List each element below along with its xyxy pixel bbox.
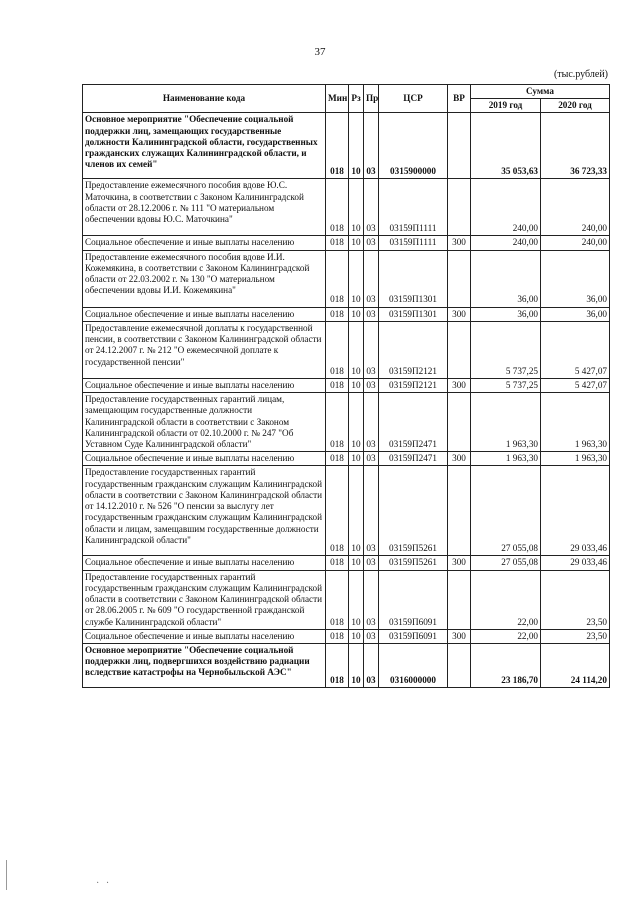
row-sum-2019: 36,00	[471, 307, 541, 321]
table-row	[83, 556, 610, 570]
row-sum-2020: 1 963,30	[541, 393, 610, 452]
row-name: Социальное обеспечение и иные выплаты населению	[83, 378, 326, 392]
row-name: Предоставление ежемесячного пособия вдове И.И. Кожемякина, в соответствии с Законом Калининградской области от 22.03.2002 г. № 130 "О материальном обеспечении вдовы И.И. Кожемякина"	[83, 250, 326, 307]
table-row	[83, 378, 610, 392]
row-pr: 03	[364, 236, 379, 250]
row-name: Социальное обеспечение и иные выплаты населению	[83, 452, 326, 466]
row-rz: 10	[349, 250, 364, 307]
row-pr: 03	[364, 321, 379, 378]
row-vr: 300	[448, 629, 471, 643]
row-csr: 03159П5261	[379, 556, 448, 570]
row-min: 018	[326, 466, 349, 556]
row-csr: 03159П1111	[379, 236, 448, 250]
row-sum-2020: 24 114,20	[541, 643, 610, 687]
row-min: 018	[326, 321, 349, 378]
header-pr: Пр	[364, 85, 379, 113]
row-name: Социальное обеспечение и иные выплаты населению	[83, 629, 326, 643]
row-csr: 03159П1301	[379, 250, 448, 307]
row-name: Основное мероприятие "Обеспечение социальной поддержки лиц, подвергшихся воздействию радиации вследствие катастрофы на Чернобыльской АЭС"	[83, 643, 326, 687]
table-row	[83, 236, 610, 250]
row-pr: 03	[364, 629, 379, 643]
row-rz: 10	[349, 113, 364, 179]
row-pr: 03	[364, 378, 379, 392]
table-row	[83, 466, 610, 556]
row-name: Социальное обеспечение и иные выплаты населению	[83, 236, 326, 250]
row-name: Предоставление ежемесячного пособия вдове Ю.С. Маточкина, в соответствии с Законом Калининградской области от 28.12.2006 г. № 111 "О материальном обеспечении вдовы Ю.С. Маточкина"	[83, 179, 326, 236]
row-pr: 03	[364, 452, 379, 466]
row-vr: 300	[448, 452, 471, 466]
row-pr: 03	[364, 113, 379, 179]
row-sum-2020: 23,50	[541, 570, 610, 629]
row-csr: 03159П2471	[379, 393, 448, 452]
row-min: 018	[326, 393, 349, 452]
row-vr	[448, 570, 471, 629]
row-name: Основное мероприятие "Обеспечение социальной поддержки лиц, замещающих государственные должности Калининградской области, государственных гражданских служащих Калининградской области, и членов их семей"	[83, 113, 326, 179]
table-row	[83, 570, 610, 629]
table-row	[83, 393, 610, 452]
row-rz: 10	[349, 556, 364, 570]
row-vr	[448, 643, 471, 687]
row-sum-2019: 36,00	[471, 250, 541, 307]
scan-margin-mark	[6, 860, 7, 890]
row-rz: 10	[349, 629, 364, 643]
row-rz: 10	[349, 570, 364, 629]
row-rz: 10	[349, 321, 364, 378]
row-rz: 10	[349, 179, 364, 236]
row-min: 018	[326, 556, 349, 570]
row-pr: 03	[364, 307, 379, 321]
row-rz: 10	[349, 307, 364, 321]
row-sum-2020: 36,00	[541, 250, 610, 307]
row-sum-2019: 5 737,25	[471, 378, 541, 392]
row-csr: 03159П1301	[379, 307, 448, 321]
row-pr: 03	[364, 393, 379, 452]
row-pr: 03	[364, 179, 379, 236]
header-rz: Рз	[349, 85, 364, 113]
row-name: Предоставление государственных гарантий государственным гражданским служащим Калининградской области в соответствии с Законом Калининградской области от 14.12.2010 г. № 526 "О пенсии за выслугу лет государственным гражданским служащим Калининградской области и лицам, замещавшим государственные должности Калининградской области"	[83, 466, 326, 556]
row-pr: 03	[364, 643, 379, 687]
row-sum-2019: 27 055,08	[471, 556, 541, 570]
row-sum-2020: 5 427,07	[541, 321, 610, 378]
row-rz: 10	[349, 643, 364, 687]
row-vr	[448, 179, 471, 236]
row-min: 018	[326, 113, 349, 179]
row-pr: 03	[364, 466, 379, 556]
row-rz: 10	[349, 378, 364, 392]
row-vr	[448, 321, 471, 378]
row-csr: 03159П2121	[379, 378, 448, 392]
row-name: Социальное обеспечение и иные выплаты населению	[83, 307, 326, 321]
table-row	[83, 643, 610, 687]
row-min: 018	[326, 643, 349, 687]
row-vr	[448, 250, 471, 307]
row-rz: 10	[349, 466, 364, 556]
row-rz: 10	[349, 452, 364, 466]
units-label: (тыс.рублей)	[553, 69, 608, 80]
row-sum-2019: 240,00	[471, 236, 541, 250]
header-min: Мин	[326, 85, 349, 113]
row-min: 018	[326, 236, 349, 250]
row-min: 018	[326, 307, 349, 321]
row-sum-2020: 36,00	[541, 307, 610, 321]
table-row	[83, 307, 610, 321]
row-sum-2020: 240,00	[541, 179, 610, 236]
row-name: Предоставление государственных гарантий государственным гражданским служащим Калининградской области в соответствии с Законом Калининградской области от 28.06.2005 г. № 609 "О государственной гражданской службе Калининградской области"	[83, 570, 326, 629]
row-rz: 10	[349, 393, 364, 452]
row-csr: 03159П5261	[379, 466, 448, 556]
row-name: Социальное обеспечение и иные выплаты населению	[83, 556, 326, 570]
row-csr: 03159П2121	[379, 321, 448, 378]
row-sum-2019: 5 737,25	[471, 321, 541, 378]
row-sum-2019: 1 963,30	[471, 452, 541, 466]
row-sum-2020: 36 723,33	[541, 113, 610, 179]
row-pr: 03	[364, 250, 379, 307]
row-name: Предоставление ежемесячной доплаты к государственной пенсии, в соответствии с Законом Калининградской области от 24.12.2007 г. № 212 "О ежемесячной доплате к государственной пенсии"	[83, 321, 326, 378]
row-sum-2019: 35 053,63	[471, 113, 541, 179]
table-body	[83, 113, 610, 688]
row-sum-2019: 22,00	[471, 629, 541, 643]
header-csr: ЦСР	[379, 85, 448, 113]
row-vr	[448, 393, 471, 452]
header-vr: ВР	[448, 85, 471, 113]
row-csr: 03159П2471	[379, 452, 448, 466]
page-number: 37	[314, 46, 326, 58]
row-csr: 0315900000	[379, 113, 448, 179]
table-row	[83, 452, 610, 466]
row-sum-2020: 29 033,46	[541, 466, 610, 556]
row-sum-2020: 23,50	[541, 629, 610, 643]
row-sum-2019: 240,00	[471, 179, 541, 236]
row-csr: 03159П6091	[379, 629, 448, 643]
row-vr	[448, 466, 471, 556]
row-name: Предоставление государственных гарантий лицам, замещающим государственные должности Калининградской области в соответствии с Законом Калининградской области от 02.10.2000 г. № 247 "Об Уставном Суде Калининградской области"	[83, 393, 326, 452]
row-sum-2019: 23 186,70	[471, 643, 541, 687]
row-rz: 10	[349, 236, 364, 250]
row-sum-2019: 27 055,08	[471, 466, 541, 556]
row-pr: 03	[364, 556, 379, 570]
row-min: 018	[326, 629, 349, 643]
table-row	[83, 179, 610, 236]
table-row	[83, 250, 610, 307]
row-vr: 300	[448, 236, 471, 250]
row-sum-2019: 1 963,30	[471, 393, 541, 452]
row-vr: 300	[448, 556, 471, 570]
row-sum-2020: 240,00	[541, 236, 610, 250]
row-pr: 03	[364, 570, 379, 629]
header-year-2019: 2019 год	[471, 99, 541, 113]
header-name: Наименование кода	[83, 85, 326, 113]
row-min: 018	[326, 452, 349, 466]
header-sum: Сумма	[471, 85, 610, 99]
row-sum-2020: 5 427,07	[541, 378, 610, 392]
row-csr: 0316000000	[379, 643, 448, 687]
row-vr	[448, 113, 471, 179]
row-sum-2020: 1 963,30	[541, 452, 610, 466]
row-vr: 300	[448, 307, 471, 321]
table-header	[83, 85, 610, 113]
row-sum-2020: 29 033,46	[541, 556, 610, 570]
table-row	[83, 321, 610, 378]
table-row	[83, 113, 610, 179]
budget-table	[82, 84, 610, 688]
row-min: 018	[326, 250, 349, 307]
row-csr: 03159П6091	[379, 570, 448, 629]
header-year-2020: 2020 год	[541, 99, 610, 113]
scan-artifact: · ·	[96, 878, 112, 889]
table-row	[83, 629, 610, 643]
row-min: 018	[326, 179, 349, 236]
row-vr: 300	[448, 378, 471, 392]
row-csr: 03159П1111	[379, 179, 448, 236]
row-min: 018	[326, 570, 349, 629]
row-min: 018	[326, 378, 349, 392]
row-sum-2019: 22,00	[471, 570, 541, 629]
